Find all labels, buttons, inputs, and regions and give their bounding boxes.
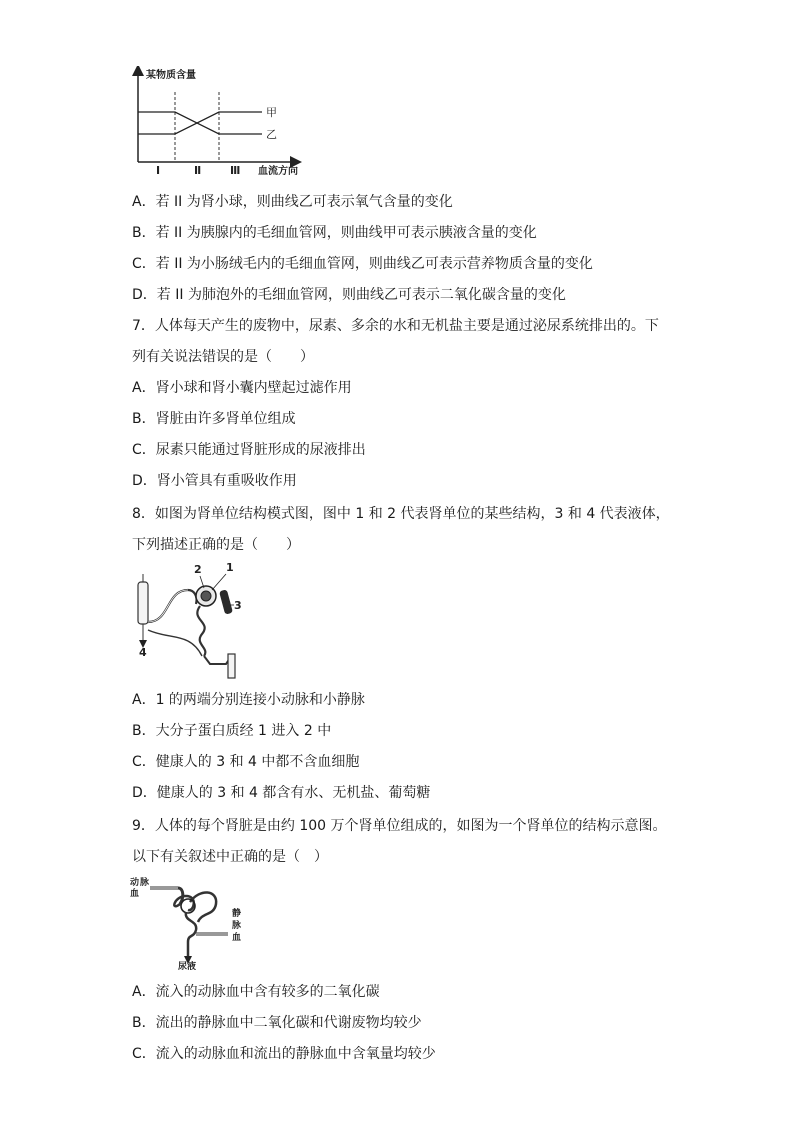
figure-label-2: 2 xyxy=(194,563,202,576)
nephron-model-figure xyxy=(130,560,248,684)
arterial-blood-label-2: 脉 xyxy=(140,878,150,888)
q9-option-a[interactable]: A．流入的动脉血中含有较多的二氧化碳 xyxy=(132,984,380,1000)
arterial-blood-label-3: 血 xyxy=(130,889,140,899)
nephron-structure-figure xyxy=(128,872,246,970)
segment-label-1: Ⅰ xyxy=(156,164,161,177)
curve-yi-label: 乙 xyxy=(266,128,277,141)
curve-jia xyxy=(138,112,262,134)
x-axis-label: 血流方向 xyxy=(258,166,298,177)
q7-option-c[interactable]: C．尿素只能通过肾脏形成的尿液排出 xyxy=(132,442,366,458)
venous-blood-label-3: 血 xyxy=(232,933,242,943)
q8-option-c[interactable]: C．健康人的 3 和 4 中都不含血细胞 xyxy=(132,754,360,770)
q6-option-c[interactable]: C．若 II 为小肠绒毛内的毛细血管网，则曲线乙可表示营养物质含量的变化 xyxy=(132,256,593,272)
q7-stem-line2: 列有关说法错误的是（ ） xyxy=(132,349,314,365)
q6-option-d[interactable]: D．若 II 为肺泡外的毛细血管网，则曲线乙可表示二氧化碳含量的变化 xyxy=(132,287,566,303)
q9-option-c[interactable]: C．流入的动脉血和流出的静脉血中含氧量均较少 xyxy=(132,1046,436,1062)
figure-label-4: 4 xyxy=(139,646,147,659)
q7-option-a[interactable]: A．肾小球和肾小囊内壁起过滤作用 xyxy=(132,380,352,396)
q7-stem-line1: 7．人体每天产生的废物中，尿素、多余的水和无机盐主要是通过泌尿系统排出的。下 xyxy=(132,318,659,334)
figure-label-1: 1 xyxy=(226,561,234,574)
y-axis-label: 某物质含量 xyxy=(146,70,196,81)
q7-option-d[interactable]: D．肾小管具有重吸收作用 xyxy=(132,473,297,489)
venous-blood-label-2: 脉 xyxy=(232,921,242,931)
q9-option-b[interactable]: B．流出的静脉血中二氧化碳和代谢废物均较少 xyxy=(132,1015,422,1031)
q8-option-b[interactable]: B．大分子蛋白质经 1 进入 2 中 xyxy=(132,723,332,739)
q9-stem-line1: 9．人体的每个肾脏是由约 100 万个肾单位组成的，如图为一个肾单位的结构示意图。 xyxy=(132,818,667,834)
q8-option-d[interactable]: D．健康人的 3 和 4 都含有水、无机盐、葡萄糖 xyxy=(132,785,431,801)
segment-label-2: Ⅱ xyxy=(194,164,202,177)
q9-stem-line2: 以下有关叙述中正确的是（ ） xyxy=(132,849,328,865)
q8-stem-line1: 8．如图为肾单位结构模式图，图中 1 和 2 代表肾单位的某些结构，3 和 4 代表液体， xyxy=(132,506,670,522)
arterial-blood-label-1: 动 xyxy=(130,878,140,888)
venous-blood-label-1: 静 xyxy=(232,909,242,919)
q6-option-a[interactable]: A．若 II 为肾小球，则曲线乙可表示氧气含量的变化 xyxy=(132,194,453,210)
substance-content-graph xyxy=(126,66,316,178)
urine-label: 尿液 xyxy=(178,962,197,970)
q8-option-a[interactable]: A．1 的两端分别连接小动脉和小静脉 xyxy=(132,692,365,708)
curve-jia-label: 甲 xyxy=(266,106,277,119)
q6-option-b[interactable]: B．若 II 为胰腺内的毛细血管网，则曲线甲可表示胰液含量的变化 xyxy=(132,225,537,241)
q7-option-b[interactable]: B．肾脏由许多肾单位组成 xyxy=(132,411,296,427)
figure-label-3: 3 xyxy=(234,599,242,612)
segment-label-3: Ⅲ xyxy=(230,164,241,177)
curve-yi xyxy=(138,112,262,134)
q8-stem-line2: 下列描述正确的是（ ） xyxy=(132,537,300,553)
